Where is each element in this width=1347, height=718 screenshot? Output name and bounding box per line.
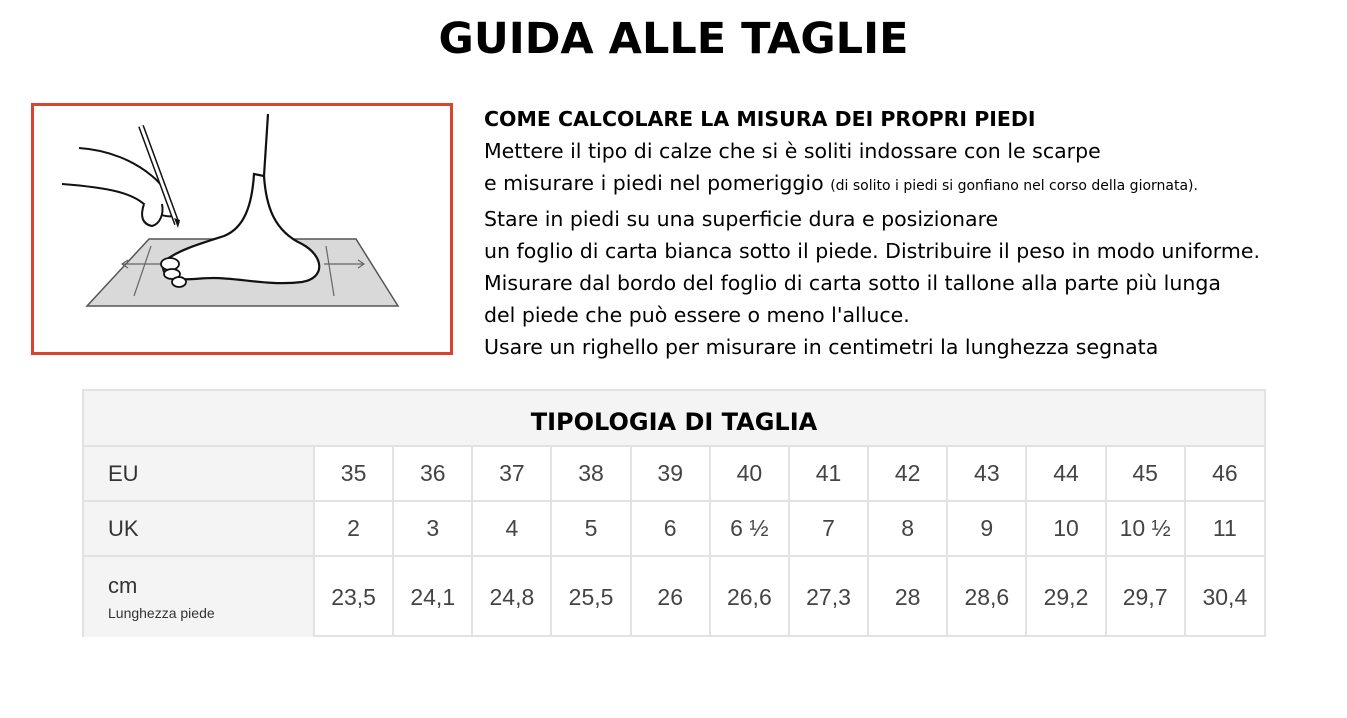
foot-measuring-illustration <box>31 103 453 355</box>
size-row-label <box>84 556 314 637</box>
size-cell: 44 <box>1026 447 1105 501</box>
size-row-label <box>84 447 314 501</box>
size-cell: 26 <box>631 556 710 637</box>
row-label-text: cm <box>108 573 138 598</box>
size-row <box>84 501 1264 556</box>
size-cell: 10 ½ <box>1106 501 1185 556</box>
size-cell: 26,6 <box>710 556 789 637</box>
size-row-label <box>84 501 314 556</box>
size-cell: 10 <box>1026 501 1105 556</box>
size-cell: 43 <box>947 447 1026 501</box>
size-cell: 30,4 <box>1185 556 1264 637</box>
row-label-text: UK <box>108 515 139 541</box>
size-cell: 36 <box>393 447 472 501</box>
row-label-text: EU <box>108 460 139 486</box>
size-table <box>84 447 1264 637</box>
size-cell: 45 <box>1106 447 1185 501</box>
size-cell: 38 <box>551 447 630 501</box>
instruction-line-with-note <box>484 167 1334 202</box>
size-cell: 11 <box>1185 501 1264 556</box>
size-cell: 23,5 <box>314 556 393 637</box>
size-cell: 6 ½ <box>710 501 789 556</box>
size-cell: 2 <box>314 501 393 556</box>
instruction-line: Mettere il tipo di calze che si è soliti indossare con le scarpe <box>484 139 1101 164</box>
size-chart <box>82 389 1266 637</box>
instruction-line: Stare in piedi su una superficie dura e posizionare <box>484 206 999 231</box>
instruction-line: del piede che può essere o meno l'alluce. <box>484 303 910 328</box>
instruction-line: un foglio di carta bianca sotto il piede. Distribuire il peso in modo uniforme. <box>484 238 1260 263</box>
size-cell: 24,8 <box>472 556 551 637</box>
row-sublabel-text: Lunghezza piede <box>108 605 215 621</box>
size-cell: 37 <box>472 447 551 501</box>
size-cell: 28,6 <box>947 556 1026 637</box>
size-cell: 4 <box>472 501 551 556</box>
size-cell: 42 <box>868 447 947 501</box>
size-cell: 27,3 <box>789 556 868 637</box>
instruction-line: Usare un righello per misurare in centimetri la lunghezza segnata <box>484 335 1159 360</box>
size-cell: 5 <box>551 501 630 556</box>
instruction-text: e misurare i piedi nel pomeriggio <box>484 171 831 196</box>
size-cell: 8 <box>868 501 947 556</box>
size-cell: 3 <box>393 501 472 556</box>
size-cell: 41 <box>789 447 868 501</box>
size-cell: 39 <box>631 447 710 501</box>
size-cell: 35 <box>314 447 393 501</box>
foot-measuring-drawing <box>34 106 450 352</box>
size-cell: 29,7 <box>1106 556 1185 637</box>
size-cell: 40 <box>710 447 789 501</box>
size-cell: 28 <box>868 556 947 637</box>
instruction-note: (di solito i piedi si gonfiano nel corso della giornata). <box>830 178 1198 195</box>
size-cell: 29,2 <box>1026 556 1105 637</box>
size-cell: 7 <box>789 501 868 556</box>
size-cell: 9 <box>947 501 1026 556</box>
instruction-line: Misurare dal bordo del foglio di carta sotto il tallone alla parte più lunga <box>484 271 1221 296</box>
size-row <box>84 447 1264 501</box>
size-cell: 6 <box>631 501 710 556</box>
size-cell: 46 <box>1185 447 1264 501</box>
size-row <box>84 556 1264 637</box>
size-cell: 24,1 <box>393 556 472 637</box>
measuring-instructions <box>484 103 1334 364</box>
size-cell: 25,5 <box>551 556 630 637</box>
page-title: GUIDA ALLE TAGLIE <box>438 14 909 64</box>
size-chart-title: TIPOLOGIA DI TAGLIA <box>84 391 1264 447</box>
instructions-heading: COME CALCOLARE LA MISURA DEI PROPRI PIEDI <box>484 107 1036 131</box>
